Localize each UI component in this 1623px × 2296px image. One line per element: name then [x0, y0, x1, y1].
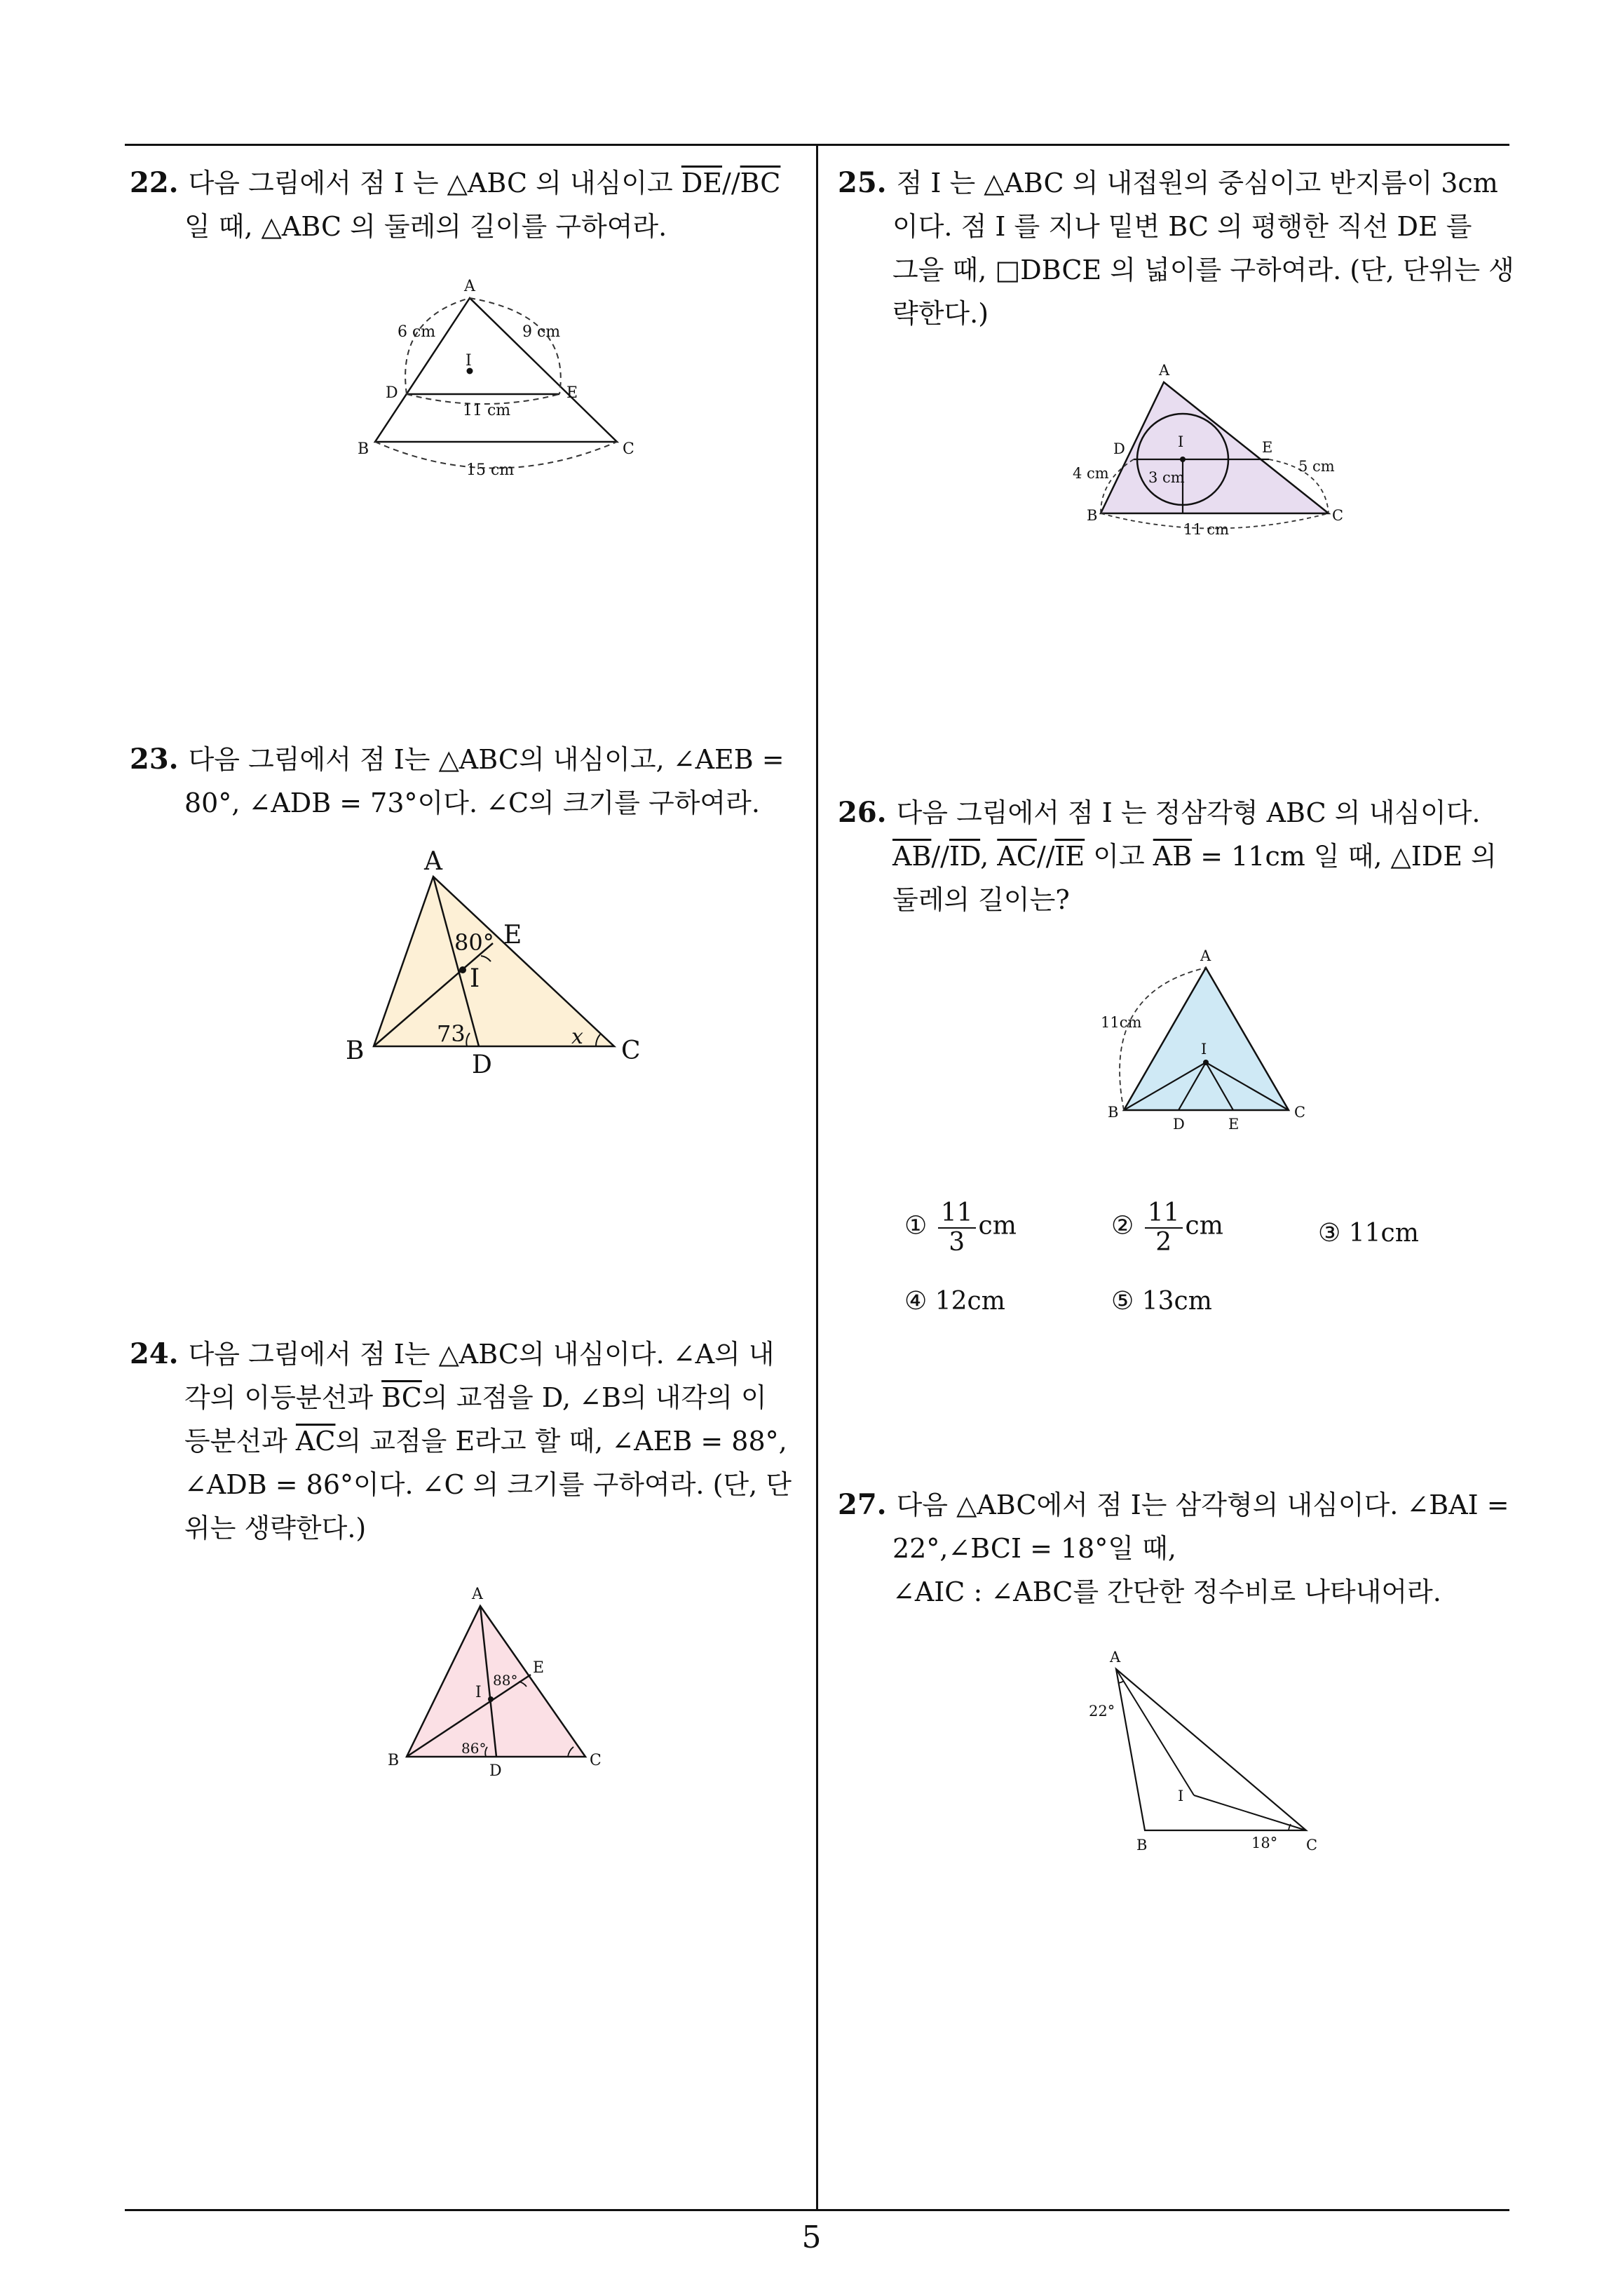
page-number: 5	[801, 2220, 822, 2255]
fraction: $\frac{11}{2}$	[1145, 1199, 1183, 1256]
figure-22	[337, 270, 652, 487]
svg-text:I: I	[466, 352, 472, 370]
svg-text:D: D	[1113, 440, 1125, 457]
svg-text:15 cm: 15 cm	[466, 461, 515, 479]
svg-text:22°: 22°	[1089, 1703, 1115, 1720]
svg-text:B: B	[1108, 1104, 1119, 1121]
svg-text:I: I	[470, 964, 480, 993]
figure-23	[335, 845, 665, 1076]
answer-choices-26	[904, 1199, 1479, 1325]
fraction: $\frac{11}{3}$	[938, 1199, 976, 1256]
choice-3[interactable]: ③ 11cm	[1318, 1219, 1419, 1248]
svg-text:A: A	[464, 278, 475, 295]
svg-text:86°: 86°	[461, 1740, 487, 1757]
figure-27	[1083, 1630, 1336, 1862]
column-divider	[816, 145, 818, 2210]
svg-text:11 cm: 11 cm	[1183, 521, 1230, 538]
svg-text:C: C	[623, 440, 634, 458]
problem-number: 24.	[130, 1337, 179, 1370]
svg-text:88°: 88°	[493, 1672, 518, 1689]
svg-text:E: E	[566, 384, 578, 402]
svg-text:11 cm: 11 cm	[463, 402, 511, 419]
choice-1[interactable]: ① $\frac{11}{3}$ cm	[904, 1198, 1017, 1257]
svg-text:A: A	[472, 1586, 483, 1603]
svg-text:B: B	[1136, 1837, 1148, 1853]
problem-number: 23.	[130, 743, 179, 776]
svg-text:E: E	[533, 1659, 545, 1677]
svg-text:C: C	[1332, 507, 1344, 524]
svg-text:B: B	[346, 1036, 365, 1065]
problem-26: 26. 다음 그림에서 점 I 는 정삼각형 ABC 의 내심이다. $\overline{AB}//\overline{ID}$, $\overline{AC}//\overline{IE}$ 이고 $\overline{AB} = 11cm$ 일 때, △IDE 의 둘레의 길이는?	[838, 796, 1497, 915]
svg-text:C: C	[590, 1752, 602, 1769]
svg-text:D: D	[489, 1762, 502, 1780]
svg-text:B: B	[1087, 507, 1098, 524]
problem-number: 26.	[838, 796, 887, 829]
svg-text:73: 73	[437, 1020, 466, 1047]
figure-26	[1094, 943, 1325, 1143]
problem-27: 27. 다음 △ABC에서 점 I는 삼각형의 내심이다. ∠BAI = 22°,∠BCI = 18°일 때, ∠AIC : ∠ABC를 간단한 정수비로 나타내어라.	[838, 1488, 1509, 1607]
svg-text:18°: 18°	[1251, 1835, 1278, 1851]
bottom-rule	[125, 2209, 1509, 2211]
svg-text:5 cm: 5 cm	[1298, 458, 1335, 475]
svg-text:A: A	[1110, 1649, 1121, 1666]
svg-text:D: D	[1173, 1116, 1185, 1133]
problem-25: 25. 점 I 는 △ABC 의 내접원의 중심이고 반지름이 3cm 이다. 점 I 를 지나 밑변 BC 의 평행한 직선 DE 를 그을 때, □DBCE 의 넓이를 구하여라. (단, 단위는 생 략한다.)	[838, 166, 1514, 329]
svg-text:80°: 80°	[454, 929, 494, 956]
problem-24: 24. 다음 그림에서 점 I는 △ABC의 내심이다. ∠A의 내 각의 이등분선과 $\overline{BC}$의 교점을 D, ∠B의 내각의 이 등분선과 $\overline{AC}$의 교점을 E라고 할 때, ∠AEB = 88°, ∠ADB = 86°이다. ∠C 의 크기를 구하여라. (단, 단 위는 생략한다.)	[130, 1337, 792, 1544]
svg-text:I: I	[1201, 1041, 1207, 1058]
problem-22: 22. 다음 그림에서 점 I 는 △ABC 의 내심이고 $\overline{DE}//\overline{BC}$ 일 때, △ABC 의 둘레의 길이를 구하여라.	[130, 166, 781, 242]
svg-text:9 cm: 9 cm	[522, 323, 561, 341]
choice-4[interactable]: ④ 12cm	[904, 1287, 1005, 1316]
svg-text:C: C	[1306, 1837, 1318, 1853]
svg-text:E: E	[1228, 1116, 1240, 1133]
svg-text:I: I	[1178, 1788, 1184, 1804]
problem-number: 25.	[838, 166, 887, 199]
svg-text:3 cm: 3 cm	[1148, 469, 1185, 486]
svg-text:E: E	[1262, 439, 1273, 456]
choice-5[interactable]: ⑤ 13cm	[1111, 1287, 1212, 1316]
choice-2[interactable]: ② $\frac{11}{2}$ cm	[1111, 1198, 1223, 1257]
svg-text:x: x	[571, 1025, 583, 1049]
svg-text:E: E	[503, 921, 522, 950]
svg-text:I: I	[475, 1684, 482, 1701]
svg-text:11cm: 11cm	[1101, 1014, 1142, 1031]
problem-number: 27.	[838, 1488, 887, 1521]
svg-text:C: C	[1294, 1104, 1306, 1121]
svg-text:6 cm: 6 cm	[398, 323, 436, 341]
svg-text:A: A	[1159, 362, 1170, 379]
svg-text:B: B	[358, 440, 369, 458]
figure-24	[382, 1581, 613, 1785]
svg-text:D: D	[472, 1051, 492, 1076]
problem-number: 22.	[130, 166, 179, 199]
svg-text:D: D	[386, 384, 398, 402]
svg-text:A: A	[424, 847, 442, 876]
svg-text:C: C	[621, 1036, 641, 1065]
svg-text:I: I	[1178, 433, 1184, 450]
svg-text:A: A	[1200, 947, 1211, 964]
figure-25	[1066, 358, 1360, 540]
svg-text:B: B	[388, 1752, 400, 1769]
svg-text:4 cm: 4 cm	[1073, 465, 1109, 482]
problem-23: 23. 다음 그림에서 점 I는 △ABC의 내심이고, ∠AEB = 80°, ∠ADB = 73°이다. ∠C의 크기를 구하여라.	[130, 743, 785, 818]
